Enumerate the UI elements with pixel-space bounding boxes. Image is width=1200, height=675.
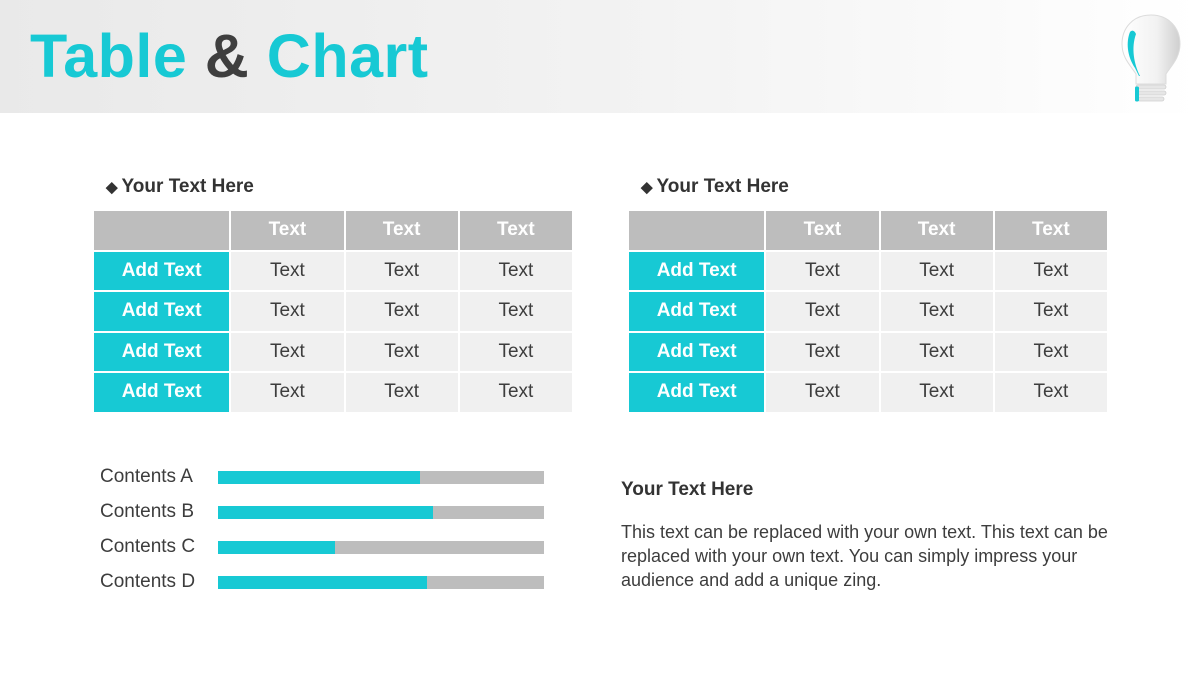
title-word-table: Table bbox=[30, 22, 188, 90]
progress-label: Contents D bbox=[100, 571, 196, 592]
progress-track bbox=[218, 541, 544, 554]
table-cell: Text bbox=[995, 292, 1107, 331]
table-cell: Text bbox=[346, 333, 458, 372]
table-cell: Text bbox=[231, 252, 343, 291]
progress-fill bbox=[218, 541, 335, 554]
progress-label: Contents C bbox=[100, 536, 196, 557]
right-section-heading-text: Your Text Here bbox=[656, 176, 789, 197]
table-cell: Text bbox=[346, 373, 458, 412]
table-row bbox=[629, 252, 1107, 291]
table-cell: Text bbox=[460, 292, 572, 331]
table-row bbox=[94, 292, 572, 331]
progress-track bbox=[218, 506, 544, 519]
table-header-cell: Text bbox=[881, 211, 993, 250]
table-cell: Text bbox=[346, 292, 458, 331]
table-header-cell: Text bbox=[231, 211, 343, 250]
table-cell: Text bbox=[881, 252, 993, 291]
progress-row bbox=[100, 497, 560, 527]
row-header-cell: Add Text bbox=[94, 252, 229, 291]
row-header-cell: Add Text bbox=[94, 333, 229, 372]
table-row bbox=[629, 333, 1107, 372]
left-section-heading-text: Your Text Here bbox=[121, 176, 254, 197]
table-header-cell: Text bbox=[766, 211, 878, 250]
table-header-cell: Text bbox=[346, 211, 458, 250]
table-header-cell: Text bbox=[995, 211, 1107, 250]
left-section-heading bbox=[106, 176, 254, 198]
table-cell: Text bbox=[460, 252, 572, 291]
title-word-chart: Chart bbox=[266, 22, 429, 90]
text-block-body: This text can be replaced with your own text. This text can be replaced with your own text. You can simply impress your audience and add a unique zing. bbox=[621, 522, 1108, 590]
table-row bbox=[94, 333, 572, 372]
progress-track bbox=[218, 471, 544, 484]
table-cell: Text bbox=[766, 252, 878, 291]
progress-fill bbox=[218, 506, 433, 519]
diamond-bullet-icon: ◆ bbox=[641, 179, 653, 196]
table-cell: Text bbox=[460, 333, 572, 372]
table-header-cell: Text bbox=[460, 211, 572, 250]
left-table bbox=[92, 209, 574, 414]
table-cell: Text bbox=[231, 333, 343, 372]
row-header-cell: Add Text bbox=[94, 292, 229, 331]
diamond-bullet-icon: ◆ bbox=[106, 179, 118, 196]
table-cell: Text bbox=[881, 333, 993, 372]
progress-track bbox=[218, 576, 544, 589]
table-cell: Text bbox=[995, 333, 1107, 372]
row-header-cell: Add Text bbox=[629, 333, 764, 372]
lightbulb-icon bbox=[1118, 12, 1184, 108]
progress-row bbox=[100, 462, 560, 492]
table-cell: Text bbox=[881, 373, 993, 412]
progress-row bbox=[100, 567, 560, 597]
row-header-cell: Add Text bbox=[94, 373, 229, 412]
row-header-cell: Add Text bbox=[629, 252, 764, 291]
table-header-row bbox=[629, 211, 1107, 250]
table-cell: Text bbox=[231, 373, 343, 412]
table-header-row bbox=[94, 211, 572, 250]
progress-label: Contents B bbox=[100, 501, 194, 522]
table-cell: Text bbox=[346, 252, 458, 291]
slide-title bbox=[30, 20, 429, 92]
table-cell: Text bbox=[460, 373, 572, 412]
table-row bbox=[629, 373, 1107, 412]
table-row bbox=[94, 252, 572, 291]
row-header-cell: Add Text bbox=[629, 292, 764, 331]
progress-row bbox=[100, 532, 560, 562]
progress-label: Contents A bbox=[100, 466, 193, 487]
table-cell: Text bbox=[995, 373, 1107, 412]
right-section-heading bbox=[641, 176, 789, 198]
right-table bbox=[627, 209, 1109, 414]
progress-fill bbox=[218, 471, 420, 484]
table-cell: Text bbox=[231, 292, 343, 331]
table-cell: Text bbox=[766, 333, 878, 372]
table-cell: Text bbox=[766, 292, 878, 331]
table-header-cell bbox=[629, 211, 764, 250]
row-header-cell: Add Text bbox=[629, 373, 764, 412]
table-cell: Text bbox=[995, 252, 1107, 291]
table-cell: Text bbox=[766, 373, 878, 412]
progress-fill bbox=[218, 576, 427, 589]
table-header-cell bbox=[94, 211, 229, 250]
table-cell: Text bbox=[881, 292, 993, 331]
table-row bbox=[94, 373, 572, 412]
text-block-title: Your Text Here bbox=[621, 479, 754, 500]
title-ampersand: & bbox=[204, 22, 250, 90]
table-row bbox=[629, 292, 1107, 331]
